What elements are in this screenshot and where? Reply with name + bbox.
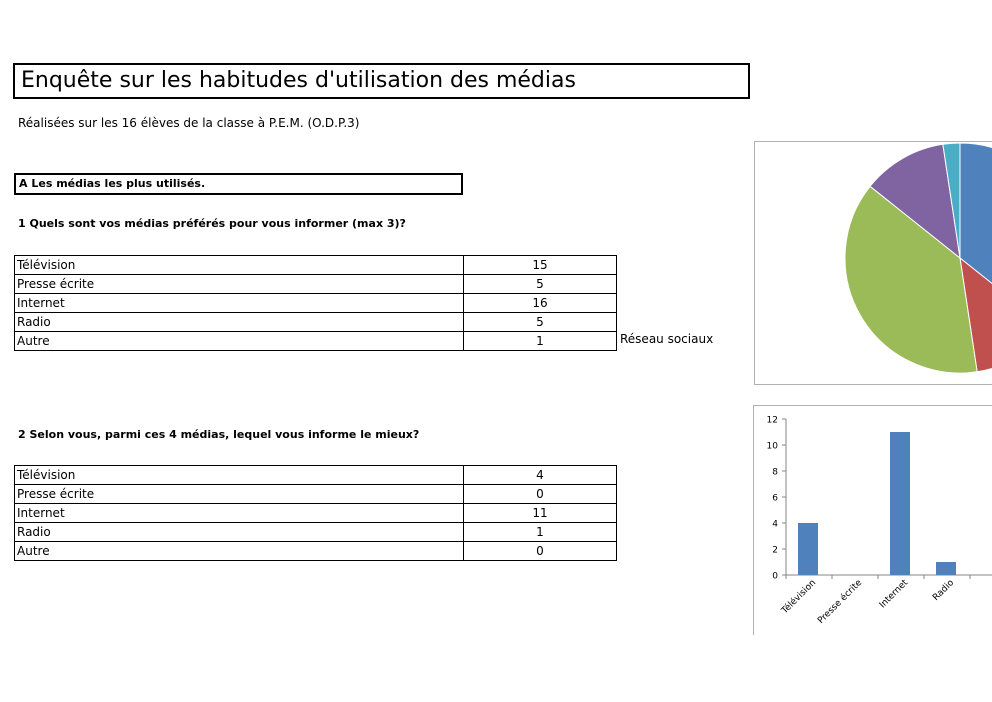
row-label: Autre bbox=[15, 332, 464, 351]
row-value: 0 bbox=[464, 485, 617, 504]
table-row bbox=[15, 256, 617, 275]
bar-chart bbox=[754, 406, 992, 635]
row-label: Internet bbox=[15, 294, 464, 313]
row-value: 5 bbox=[464, 275, 617, 294]
x-category-label: Internet bbox=[877, 578, 911, 611]
row-value: 0 bbox=[464, 542, 617, 561]
pie-chart-frame bbox=[754, 141, 992, 385]
row-label: Presse écrite bbox=[15, 275, 464, 294]
row-value: 15 bbox=[464, 256, 617, 275]
bar-chart-frame bbox=[753, 405, 992, 635]
question-2: 2 Selon vous, parmi ces 4 médias, lequel vous informe le mieux? bbox=[18, 428, 420, 441]
row-label: Internet bbox=[15, 504, 464, 523]
page-title: Enquête sur les habitudes d'utilisation des médias bbox=[13, 63, 750, 99]
y-tick-label: 2 bbox=[772, 545, 778, 556]
section-a-heading: A Les médias les plus utilisés. bbox=[14, 173, 463, 195]
row-value: 16 bbox=[464, 294, 617, 313]
table-row bbox=[15, 332, 617, 351]
y-tick-label: 0 bbox=[772, 571, 778, 582]
question-1: 1 Quels sont vos médias préférés pour vous informer (max 3)? bbox=[18, 217, 406, 230]
pie-chart bbox=[755, 142, 992, 385]
row-label: Radio bbox=[15, 523, 464, 542]
row-value: 5 bbox=[464, 313, 617, 332]
bar-television bbox=[798, 523, 818, 575]
row-value: 11 bbox=[464, 504, 617, 523]
autre-note: Réseau sociaux bbox=[620, 332, 714, 346]
table-question-1 bbox=[14, 255, 617, 351]
row-label: Télévision bbox=[15, 466, 464, 485]
table-row bbox=[15, 275, 617, 294]
y-tick-label: 12 bbox=[766, 415, 778, 426]
row-value: 1 bbox=[464, 332, 617, 351]
row-label: Autre bbox=[15, 542, 464, 561]
bar-internet bbox=[890, 432, 910, 575]
table-question-2 bbox=[14, 465, 617, 561]
table-row bbox=[15, 542, 617, 561]
table-row bbox=[15, 485, 617, 504]
x-category-label: Presse écrite bbox=[816, 578, 865, 627]
table-row bbox=[15, 523, 617, 542]
bar-radio bbox=[936, 562, 956, 575]
y-tick-label: 10 bbox=[766, 441, 778, 452]
row-label: Presse écrite bbox=[15, 485, 464, 504]
y-tick-label: 6 bbox=[772, 493, 778, 504]
table-row bbox=[15, 504, 617, 523]
row-value: 4 bbox=[464, 466, 617, 485]
row-label: Télévision bbox=[15, 256, 464, 275]
table-row bbox=[15, 466, 617, 485]
row-label: Radio bbox=[15, 313, 464, 332]
x-category-label: Télévision bbox=[780, 578, 819, 617]
y-tick-label: 4 bbox=[772, 519, 778, 530]
table-row bbox=[15, 294, 617, 313]
survey-subtitle: Réalisées sur les 16 élèves de la classe à P.E.M. (O.D.P.3) bbox=[18, 116, 360, 130]
row-value: 1 bbox=[464, 523, 617, 542]
table-row bbox=[15, 313, 617, 332]
x-category-label: Radio bbox=[931, 578, 957, 604]
y-tick-label: 8 bbox=[772, 467, 778, 478]
